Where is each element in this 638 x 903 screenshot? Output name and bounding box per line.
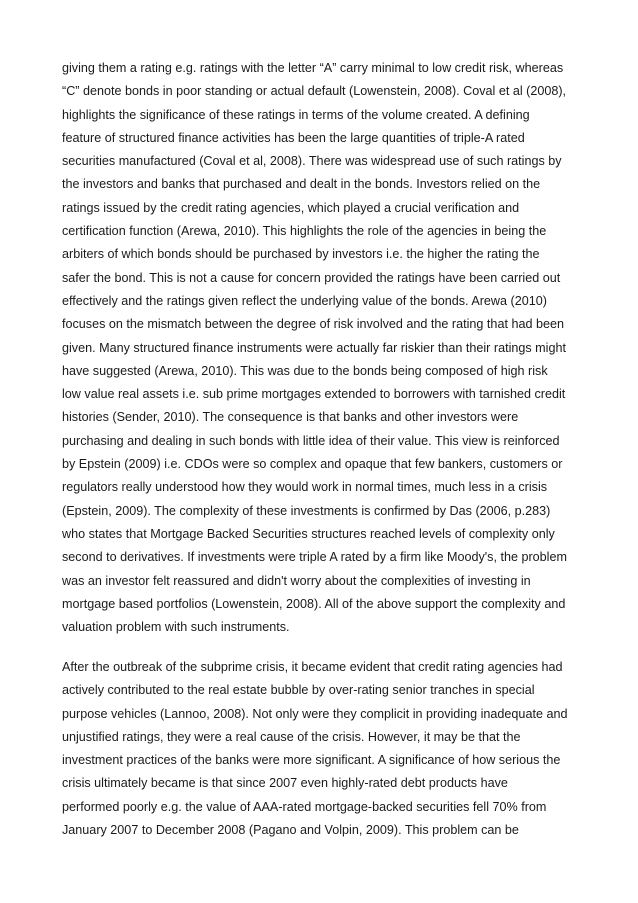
paragraph-2 (62, 656, 602, 842)
text-line: safer the bond. This is not a cause for concern provided the ratings have been carried out (62, 270, 561, 285)
paragraph-1 (62, 57, 602, 639)
text-line: valuation problem with such instruments. (62, 620, 290, 635)
text-line: ratings issued by the credit rating agencies, which played a crucial verification and (62, 200, 520, 215)
text-line: regulators really understood how they would work in normal times, much less in a crisis (62, 480, 548, 495)
text-line: histories (Sender, 2010). The consequence is that banks and other investors were (62, 410, 519, 425)
text-line: unjustified ratings, they were a real cause of the crisis. However, it may be that the (62, 729, 521, 744)
text-line: low value real assets i.e. sub prime mortgages extended to borrowers with tarnished credit (62, 387, 566, 402)
text-line: certification function (Arewa, 2010). This highlights the role of the agencies in being the (62, 224, 547, 239)
text-line: mortgage based portfolios (Lowenstein, 2008). All of the above support the complexity and (62, 596, 566, 611)
text-line: actively contributed to the real estate bubble by over-rating senior tranches in special (62, 683, 535, 698)
text-line: was an investor felt reassured and didn't worry about the complexities of investing in (62, 573, 531, 588)
text-line: arbiters of which bonds should be purchased by investors i.e. the higher the rating the (62, 247, 540, 262)
text-line: the investors and banks that purchased and dealt in the bonds. Investors relied on the (62, 177, 541, 192)
text-line: purchasing and dealing in such bonds with little idea of their value. This view is reinforced (62, 433, 560, 448)
text-line: giving them a rating e.g. ratings with the letter “A” carry minimal to low credit risk, whereas (62, 61, 564, 75)
text-line: investment practices of the banks were more significant. A significance of how serious the (62, 753, 561, 768)
text-line: effectively and the ratings given reflect the underlying value of the bonds. Arewa (2010) (62, 293, 547, 308)
text-line: highlights the significance of these ratings in terms of the volume created. A defining (62, 107, 530, 122)
text-line: have suggested (Arewa, 2010). This was due to the bonds being composed of high risk (62, 363, 548, 378)
text-line: crisis ultimately became is that since 2007 even highly-rated debt products have (62, 776, 508, 791)
text-line: who states that Mortgage Backed Securities structures reached levels of complexity only (62, 526, 555, 541)
text-line: feature of structured finance activities has been the large quantities of triple-A rated (62, 130, 525, 145)
text-line: performed poorly e.g. the value of AAA-rated mortgage-backed securities fell 70% from (62, 799, 547, 814)
text-line: by Epstein (2009) i.e. CDOs were so complex and opaque that few bankers, customers or (62, 457, 563, 472)
text-line: “C” denote bonds in poor standing or actual default (Lowenstein, 2008). Coval et al (2008), (62, 84, 567, 99)
text-line: securities manufactured (Coval et al, 2008). There was widespread use of such ratings by (62, 154, 562, 169)
text-line: second to derivatives. If investments were triple A rated by a firm like Moody's, the problem (62, 550, 567, 565)
text-line: (Epstein, 2009). The complexity of these investments is confirmed by Das (2006, p.283) (62, 503, 551, 518)
text-line: focuses on the mismatch between the degree of risk involved and the rating that had been (62, 317, 564, 332)
text-line: After the outbreak of the subprime crisis, it became evident that credit rating agencies had (62, 660, 563, 674)
text-line: purpose vehicles (Lannoo, 2008). Not only were they complicit in providing inadequate and (62, 706, 568, 721)
text-line: given. Many structured finance instruments were actually far riskier than their ratings might (62, 340, 566, 355)
text-line: January 2007 to December 2008 (Pagano and Volpin, 2009). This problem can be (62, 823, 519, 838)
